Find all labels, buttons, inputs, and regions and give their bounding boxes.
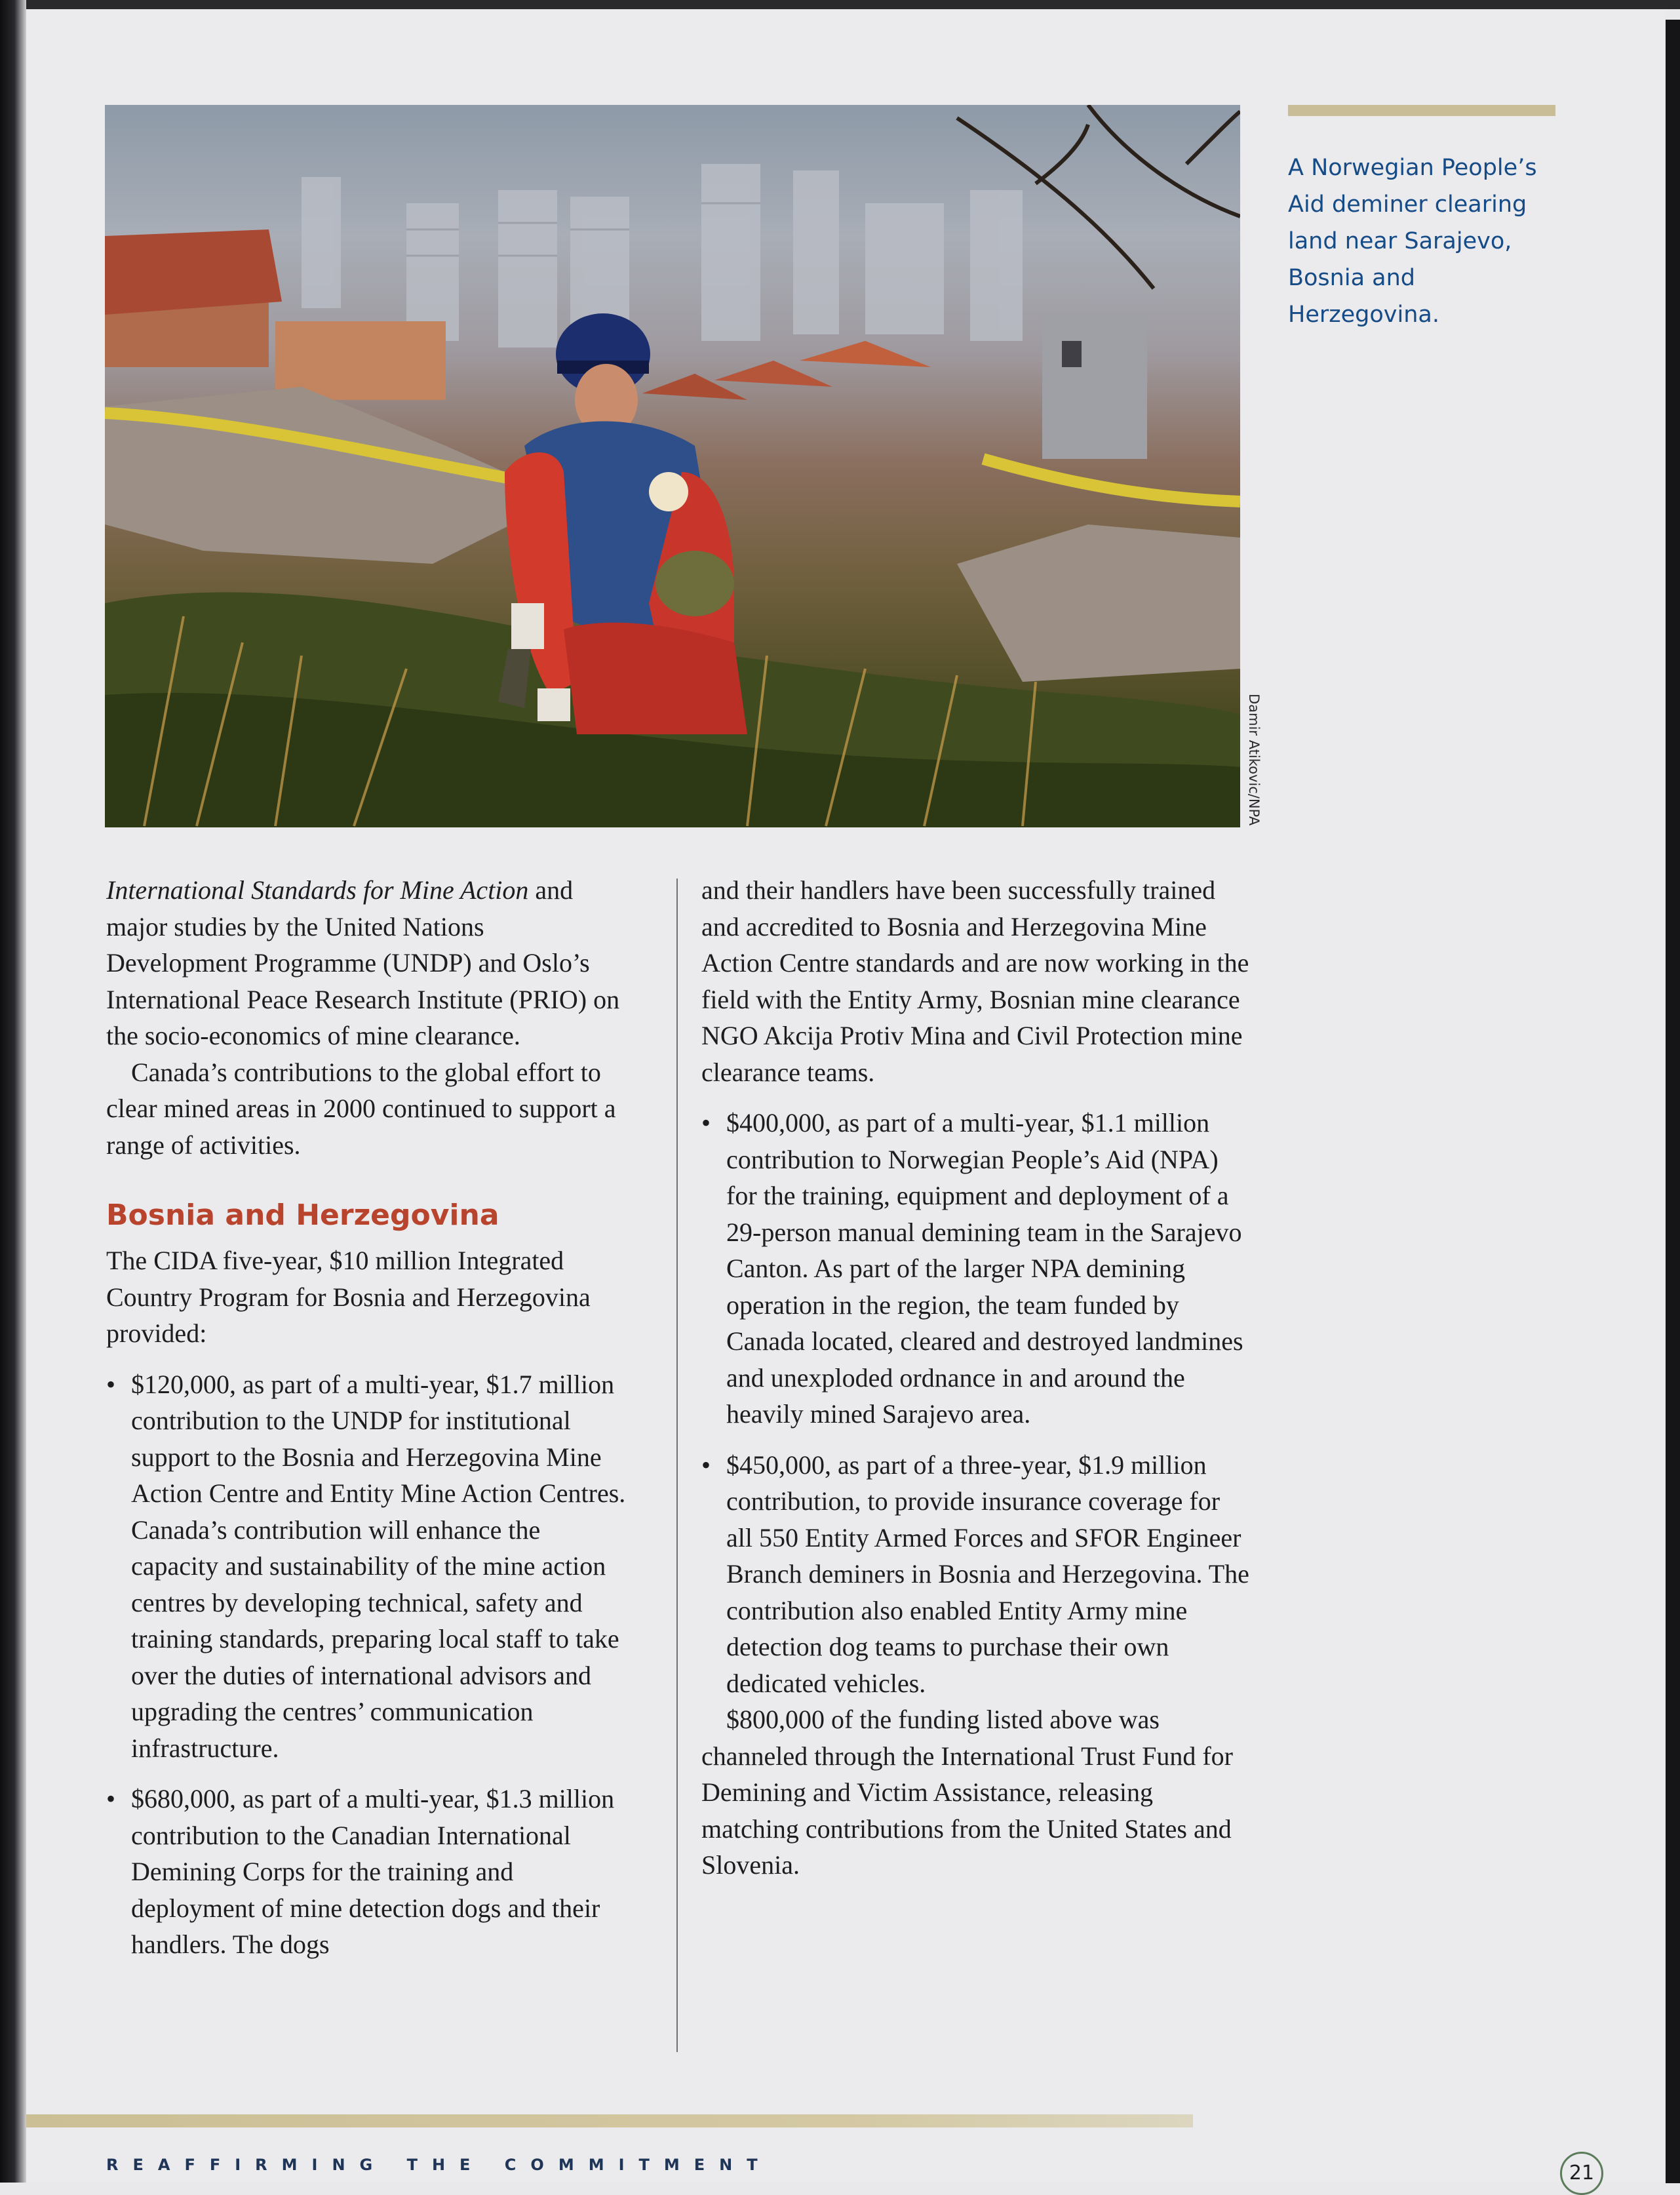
text-column-right — [701, 872, 1252, 1884]
list-item: • $400,000, as part of a multi-year, $1.1 million contribution to Norwegian People’s Aid (NPA) for the training, equipment and deployment of a 29-person manual demining team in the Sarajevo Canton. As part of the larger NPA demining operation in the region, the team funded by Canada located, cleared and destroyed landmines and unexploded ordnance in and around the heavily mined Sarajevo area. — [701, 1105, 1252, 1433]
list-item: • $450,000, as part of a three-year, $1.9 million contribution, to provide insurance coverage for all 550 Entity Armed Forces and SFOR Engineer Branch deminers in Bosnia and Herzegovina. The contribution also enabled Entity Army mine detection dog teams to purchase their own dedicated vehicles. — [701, 1447, 1252, 1702]
closing-paragraph: $800,000 of the funding listed above was channeled through the International Trust Fund for Demining and Victim Assistance, releasing matching contributions from the United States and Slovenia. — [701, 1705, 1233, 1880]
list-item: • $680,000, as part of a multi-year, $1.3 million contribution to the Canadian International Demining Corps for the training and deployment of mine detection dogs and their handlers. The dogs — [106, 1781, 631, 1963]
intro-paragraph — [106, 872, 631, 1054]
publication-title: International Standards for Mine Action — [106, 875, 529, 905]
photo-illustration — [105, 105, 1240, 827]
list-item: • $120,000, as part of a multi-year, $1.7 million contribution to the UNDP for institutional support to the Bosnia and Herzegovina Mine Action Centre and Entity Mine Action Centres. Canada’s contribution will enhance the capacity and sustainability of the mine action centres by developing technical, safety and training standards, preparing local staff to take over the duties of international advisors and upgrading the centres’ communication infrastructure. — [106, 1366, 631, 1767]
book-spine — [0, 0, 26, 2183]
bullet-list-right — [701, 1105, 1252, 1701]
program-paragraph: The CIDA five-year, $10 million Integrated Country Program for Bosnia and Herzegovina provided: — [106, 1246, 591, 1348]
deminer-photo — [105, 105, 1240, 827]
scan-top-edge — [26, 0, 1680, 9]
running-title: REAFFIRMING THE COMMITMENT — [106, 2156, 772, 2174]
contributions-paragraph: Canada’s contributions to the global effort to clear mined areas in 2000 continued to support a range of activities. — [106, 1057, 616, 1160]
footer-rule — [26, 2114, 1193, 2127]
intro-text: and major studies by the United Nations Development Programme (UNDP) and Oslo’s International Peace Research Institute (PRIO) on the socio-economics of mine clearance. — [106, 875, 620, 1050]
column-divider — [676, 879, 678, 2052]
scan-right-edge — [1666, 20, 1680, 2183]
bullet-list-left — [106, 1366, 631, 1963]
photo-credit: Damir Atikovic/NPA — [1246, 694, 1262, 826]
text-column-left — [106, 872, 631, 1963]
section-heading: Bosnia and Herzegovina — [106, 1198, 499, 1232]
caption-rule — [1288, 105, 1555, 116]
photo-caption: A Norwegian People’s Aid deminer clearing land near Sarajevo, Bosnia and Herzegovina. — [1288, 155, 1537, 328]
continuation-paragraph: and their handlers have been successfully trained and accredited to Bosnia and Herzegovina Mine Action Centre standards and are now working in the field with the Entity Army, Bosnian mine clearance NGO Akcija Protiv Mina and Civil Protection mine clearance teams. — [701, 875, 1249, 1087]
page-number: 21 — [1560, 2152, 1603, 2195]
